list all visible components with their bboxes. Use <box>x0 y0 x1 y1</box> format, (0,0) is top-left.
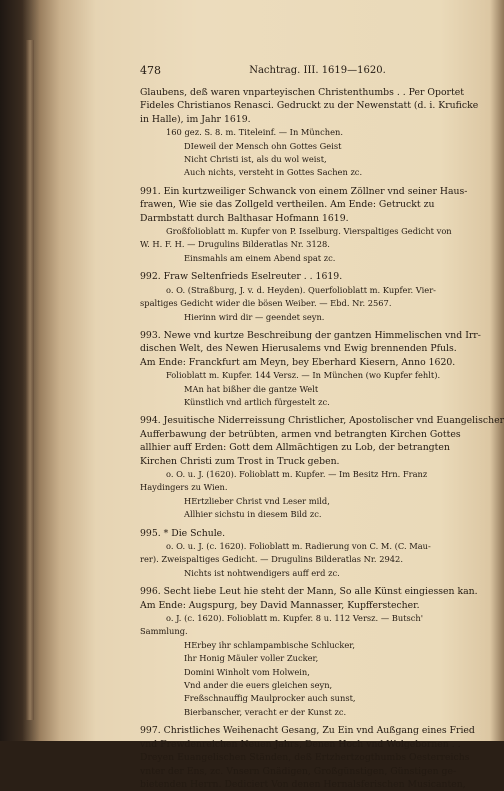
text-line: Auch nichts, versteht in Gottes Sachen zc. <box>184 167 363 178</box>
text-line: o. O. (Straßburg, J. v. d. Heyden). Querfolioblatt m. Kupfer. Vier- <box>166 284 436 295</box>
text-line: o. J. (c. 1620). Folioblatt m. Kupfer. 8 u. 112 Versz. — Butsch' <box>166 613 424 624</box>
text-line: 997. Christliches Weihenacht Gesang, Zu Ein vnd Außgang eines Fried <box>140 725 475 737</box>
text-line: Allhier sichstu in diesem Bild zc. <box>184 509 322 520</box>
text-line: W. H. F. H. — Drugulins Bilderatlas Nr. 3128. <box>140 239 330 250</box>
text-line: o. O. u. J. (1620). Folioblatt m. Kupfer. — Im Besitz Hrn. Franz <box>166 468 428 479</box>
page-number: 478 <box>140 64 161 77</box>
text-line: Künstlich vnd artlich fürgestelt zc. <box>184 396 330 407</box>
text-line: spaltiges Gedicht wider die bösen Weiber. — Ebd. Nr. 2567. <box>140 298 392 309</box>
book-page-edge <box>26 40 34 720</box>
text-line: rer). Zweispaltiges Gedicht. — Drugulins Bilderatlas Nr. 2942. <box>140 554 403 565</box>
text-line: 160 gez. S. 8. m. Titeleinf. — In München. <box>166 127 343 138</box>
text-line: 996. Secht liebe Leut hie steht der Mann, So alle Künst eingiessen kan. <box>140 586 478 598</box>
text-line: vnd Frewdenreichen Neuen Jahrs, Denen Hoch vnd Wolgebornen . . <box>140 738 461 750</box>
text-line: Freßschnauffig Maulprocker auch sunst, <box>184 693 356 704</box>
text-line: Bierbanscher, veracht er der Kunst zc. <box>184 706 347 717</box>
text-line: Haydingers zu Wien. <box>140 482 228 493</box>
catalog-entries <box>140 86 504 791</box>
text-line: Einsmahls am einem Abend spat zc. <box>184 252 336 263</box>
text-line: Darmbstatt durch Balthasar Hofmann 1619. <box>140 212 349 224</box>
text-line: HErtzlieber Christ vnd Leser mild, <box>184 495 330 506</box>
text-line: 993. Newe vnd kurtze Beschreibung der gantzen Himmelischen vnd Irr- <box>140 329 481 341</box>
text-line: HErbey ihr schlampambische Schlucker, <box>184 639 355 650</box>
text-line: Sammlung. <box>140 626 188 637</box>
text-line: in Halle), im Jahr 1619. <box>140 113 251 125</box>
text-line: Aufferbawung der betrübten, armen vnd betrangten Kirchen Gottes <box>140 428 461 440</box>
text-line: Am Ende: Franckfurt am Meyn, bey Eberhard Kiesern, Anno 1620. <box>140 356 456 368</box>
text-line: DIeweil der Mensch ohn Gottes Geist <box>184 140 342 151</box>
text-line: Am Ende: Augspurg, bey David Mannasser, Kupfferstecher. <box>140 599 420 611</box>
text-line: Domini Winholt vom Holwein, <box>184 666 310 677</box>
text-line: Kirchen Christi zum Trost in Truck geben. <box>140 455 340 467</box>
text-line: Nicht Christi ist, als du wol weist, <box>184 154 327 165</box>
text-line: vnter der Ens, zc. Vnsern Gnädigen, Großgünstigen, Günstigen ge- <box>140 765 457 777</box>
text-line: o. O. u. J. (c. 1620). Folioblatt m. Radierung von C. M. (C. Mau- <box>166 541 431 551</box>
text-line: allhier auff Erden: Gott dem Allmächtigen zu Lob, der betrangten <box>140 442 450 454</box>
text-line: Folioblatt m. Kupfer. 144 Versz. — In München (wo Kupfer fehlt). <box>166 370 441 381</box>
text-line: Großfolioblatt m. Kupfer von P. Isselburg. Vierspaltiges Gedicht von <box>166 226 452 237</box>
text-line: frawen, Wie sie das Zollgeld vertheilen. Am Ende: Getruckt zu <box>140 199 435 211</box>
text-line: MAn hat bißher die gantze Welt <box>184 383 319 394</box>
text-line: 991. Ein kurtzweiliger Schwanck von einem Zöllner vnd seiner Haus- <box>140 185 468 197</box>
text-line: 995. * Die Schule. <box>140 527 226 539</box>
page-text-block <box>140 64 504 790</box>
running-title: Nachtrag. III. 1619—1620. <box>249 65 386 76</box>
text-line: Glaubens, deß waren vnparteyischen Christenthumbs . . Per Oportet <box>140 87 464 98</box>
text-line: 994. Jesuitische Niderreissung Christlicher, Apostolischer vnd Euangelischer <box>140 415 504 427</box>
text-line: Fideles Christianos Renasci. Gedruckt zu der Newenstatt (d. i. Kruficke <box>140 100 479 112</box>
text-line: bietenden Herrn. Dediciert Von denen Hernalsferischen Musicanten, <box>140 778 466 790</box>
text-line: Dreyen Euangelischen Ständen, deß Ertzhertzogthumbs Oesterreichs <box>140 752 470 764</box>
text-line: 992. Fraw Seltenfrieds Eselreuter . . 1619. <box>140 271 343 283</box>
text-line: dischen Welt, des Newen Hierusalems vnd Ewig brennenden Pfuls. <box>140 343 457 355</box>
text-line: Hierinn wird dir — geendet seyn. <box>184 311 325 322</box>
text-line: Nichts ist nohtwendigers auff erd zc. <box>184 567 340 578</box>
text-line: Ihr Honig Mäuler voller Zucker, <box>184 653 319 664</box>
page-header <box>140 64 495 78</box>
text-line: Vnd ander die euers gleichen seyn, <box>184 680 333 691</box>
